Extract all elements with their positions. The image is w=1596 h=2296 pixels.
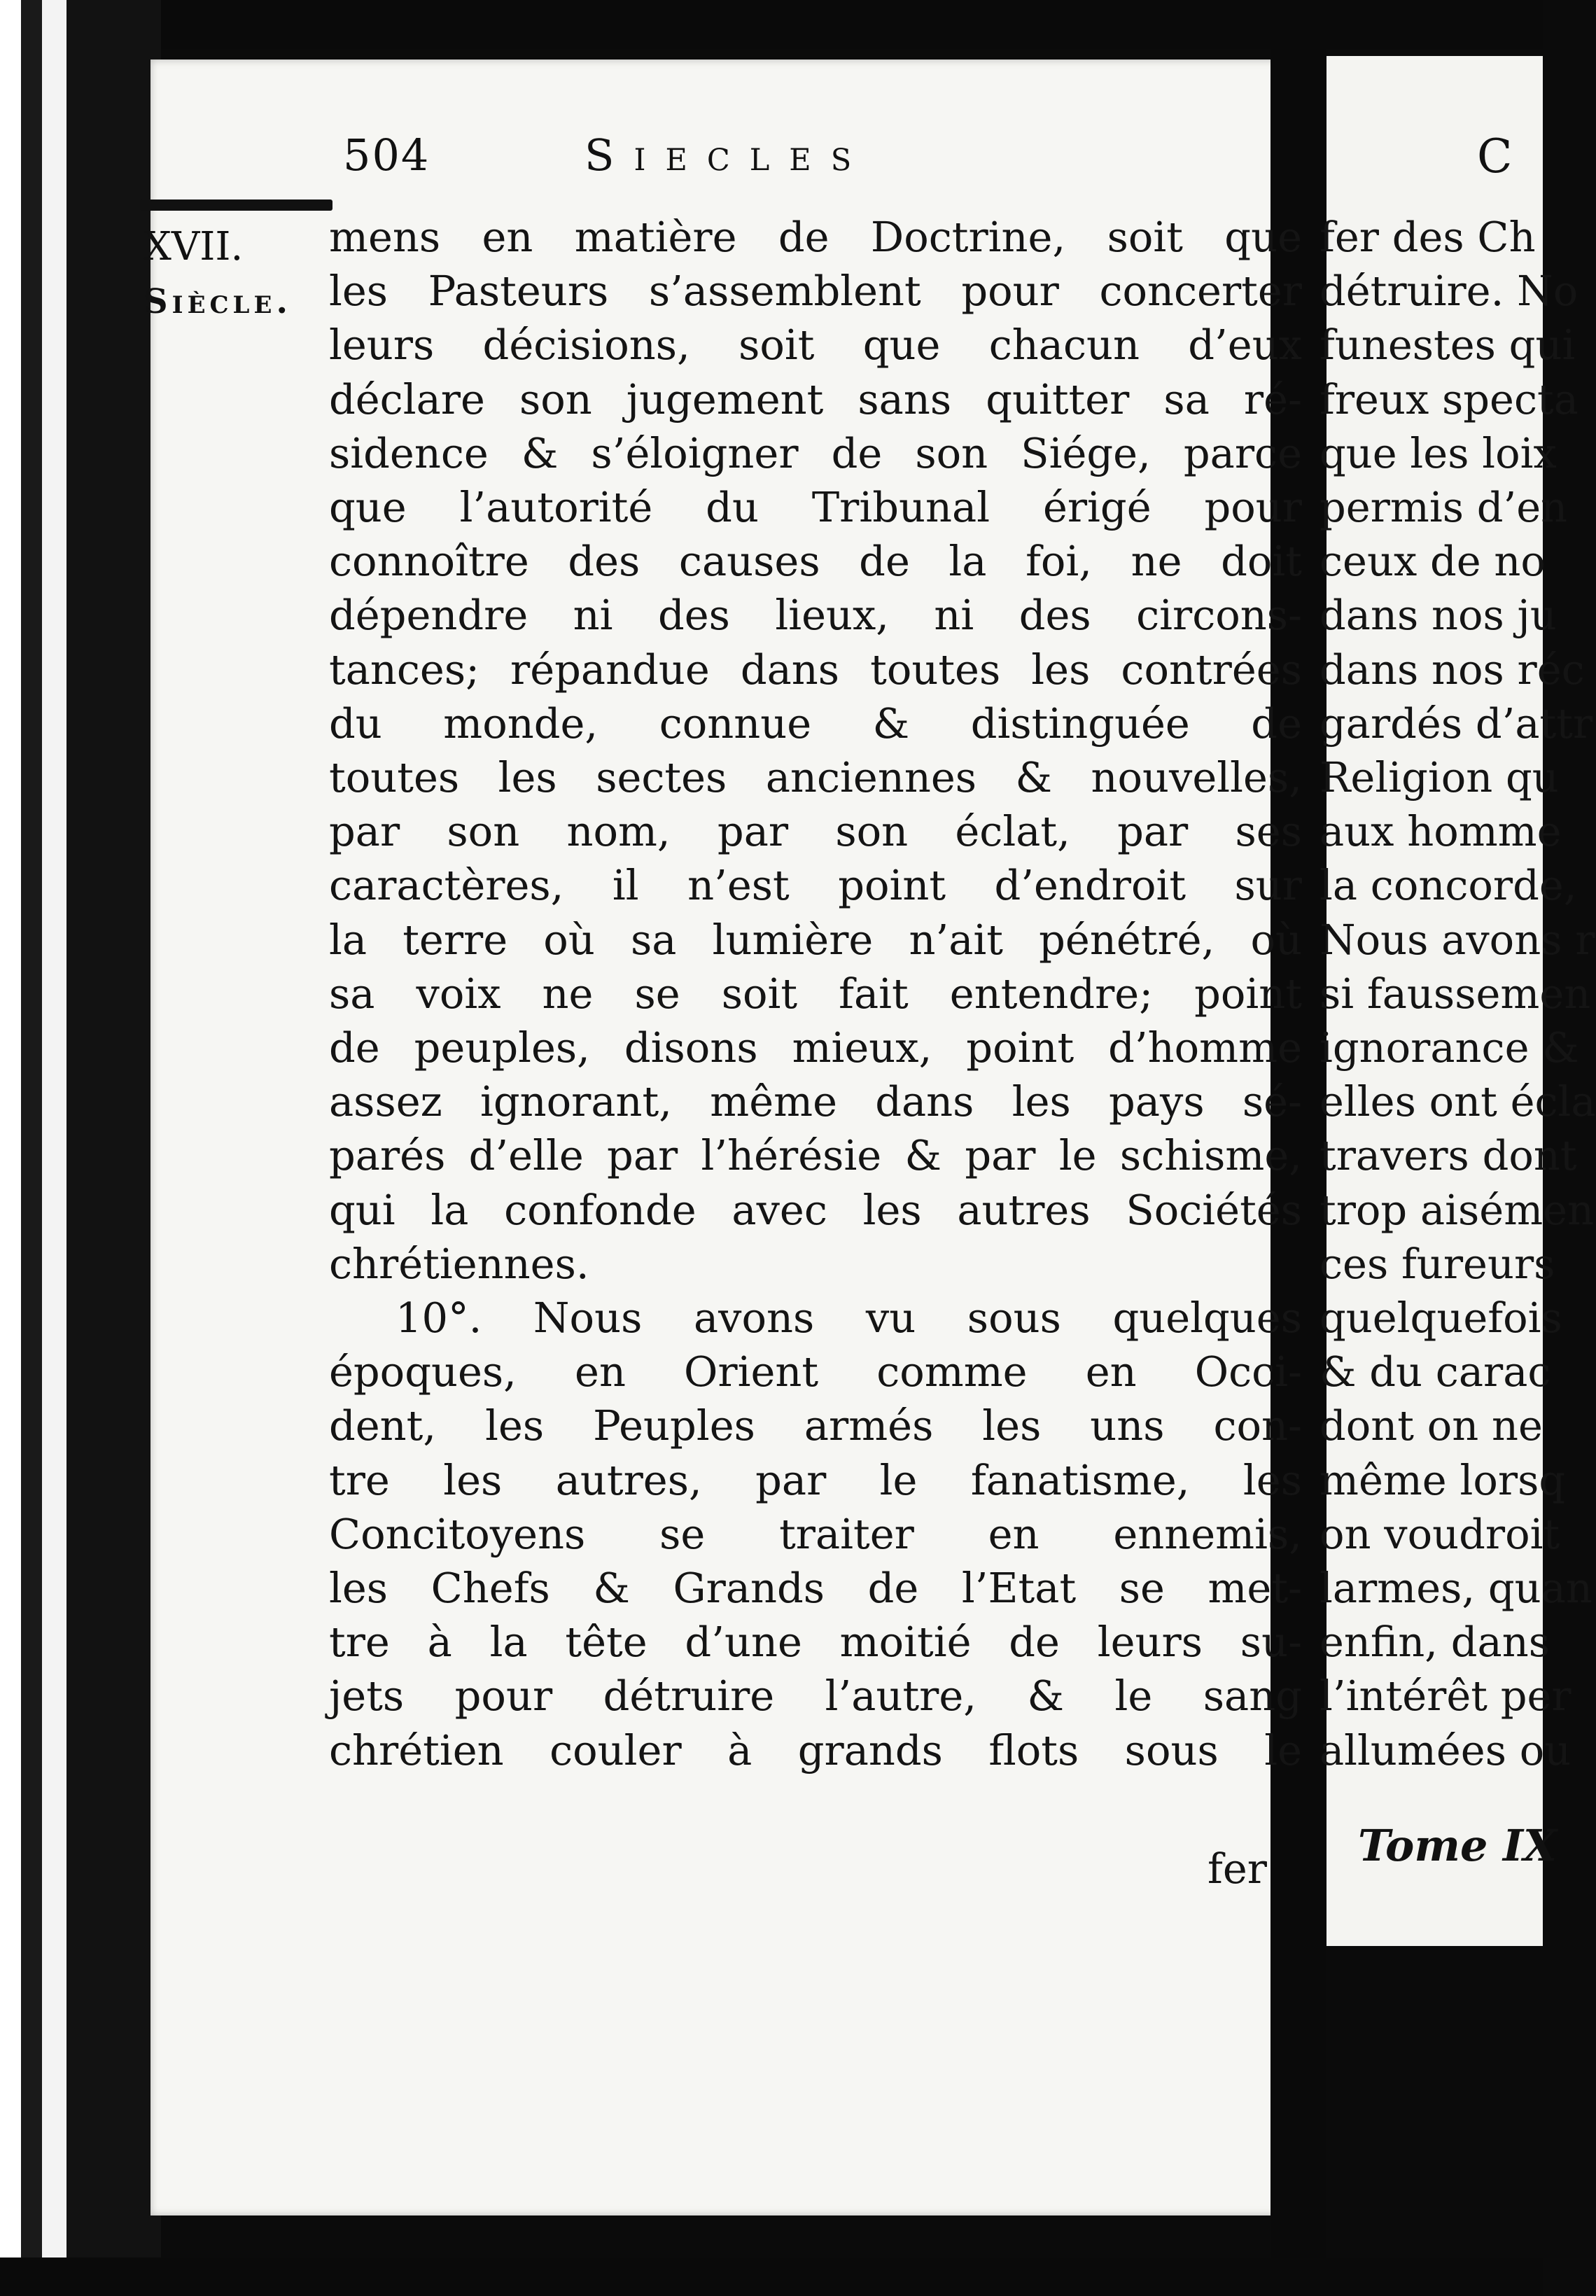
right-text-line: dont on ne (1320, 1401, 1543, 1450)
right-text-line: ces fureurs (1320, 1239, 1555, 1288)
text-line: connoître des causes de la foi, ne doit (329, 537, 1302, 586)
text-line: mens en matière de Doctrine, soit que (329, 213, 1302, 261)
text-line: dépendre ni des lieux, ni des circons- (329, 591, 1302, 640)
text-line: de peuples, disons mieux, point d’homme (329, 1023, 1302, 1072)
signature-mark: Tome IX (1358, 1820, 1558, 1871)
text-line: chrétien couler à grands flots sous le (329, 1726, 1302, 1774)
text-line: déclare son jugement sans quitter sa ré- (329, 374, 1302, 424)
running-head: Siecles (584, 130, 872, 181)
text-line: sidence & s’éloigner de son Siége, parce (329, 428, 1302, 477)
right-text-line: funestes qui (1320, 321, 1576, 370)
page-number: 504 (343, 130, 430, 181)
right-page-header: C (1477, 130, 1513, 183)
right-text-line: Nous avons r (1320, 915, 1595, 964)
text-line: jets pour détruire l’autre, & le sang (329, 1672, 1302, 1721)
right-text-line: travers dont (1320, 1131, 1577, 1180)
text-line: époques, en Orient comme en Occi- (329, 1348, 1302, 1396)
text-line: caractères, il n’est point d’endroit sur (329, 861, 1302, 910)
catchword: fer (1208, 1844, 1267, 1893)
body-text (329, 210, 1302, 1777)
text-line: dent, les Peuples armés les uns con- (329, 1401, 1302, 1450)
right-text-line: allumées ou (1320, 1726, 1572, 1774)
right-text-line: détruire. No (1320, 267, 1578, 316)
right-page-text (1320, 210, 1596, 1777)
right-text-line: aux homme (1320, 807, 1562, 856)
scan-bottom-border (0, 2258, 1543, 2296)
right-text-line: larmes, quan (1320, 1564, 1592, 1613)
right-text-line: permis d’en (1320, 483, 1568, 532)
book-edge-left (0, 0, 161, 2296)
right-text-line: même lorsq (1320, 1455, 1566, 1504)
right-text-line: Religion qu (1320, 753, 1559, 802)
text-line: que l’autorité du Tribunal érigé pour (329, 483, 1302, 532)
right-text-line: fer des Ch (1320, 213, 1536, 261)
margin-note-number: XVII. (144, 224, 244, 270)
text-line: leurs décisions, soit que chacun d’eux (329, 321, 1302, 370)
right-text-line: dans nos réc (1320, 645, 1585, 694)
right-text-line: que les loix (1320, 428, 1557, 477)
right-text-line: on voudroit (1320, 1509, 1560, 1558)
right-text-line: dans nos ju (1320, 591, 1557, 640)
text-line: tre à la tête d’une moitié de leurs su- (329, 1618, 1302, 1667)
text-line: tances; répandue dans toutes les contrées (329, 645, 1302, 694)
text-line: 10°. Nous avons vu sous quelques (396, 1294, 1302, 1343)
text-line: les Chefs & Grands de l’Etat se met- (329, 1564, 1302, 1613)
page-header (343, 130, 1309, 206)
margin-rule (140, 200, 332, 211)
text-line: chrétiennes. (329, 1239, 589, 1288)
right-text-line: l’intérêt per (1320, 1672, 1572, 1721)
right-text-line: & du carac (1320, 1348, 1551, 1396)
right-text-line: enfin, dans (1320, 1618, 1550, 1667)
right-text-line: si faussemen (1320, 969, 1591, 1018)
right-text-line: la concorde, (1320, 861, 1577, 910)
text-line: toutes les sectes anciennes & nouvelles, (329, 753, 1302, 802)
text-line: sa voix ne se soit fait entendre; point (329, 969, 1302, 1018)
text-line: la terre où sa lumière n’ait pénétré, où (329, 915, 1302, 964)
text-line: assez ignorant, même dans les pays sé- (329, 1077, 1302, 1126)
right-text-line: freux specta (1320, 374, 1578, 424)
text-line: parés d’elle par l’hérésie & par le schisme, (329, 1131, 1302, 1180)
right-text-line: gardés d’attr (1320, 699, 1593, 748)
text-line: du monde, connue & distinguée de (329, 699, 1302, 748)
text-line: par son nom, par son éclat, par ses (329, 807, 1302, 856)
right-text-line: ignorance & (1320, 1023, 1579, 1072)
right-text-line: ceux de no (1320, 537, 1546, 586)
text-line: tre les autres, par le fanatisme, les (329, 1455, 1302, 1504)
right-text-line: quelquefois (1320, 1294, 1562, 1343)
text-line: qui la confonde avec les autres Sociétés (329, 1185, 1302, 1234)
right-text-line: trop aisémen (1320, 1185, 1595, 1234)
text-line: les Pasteurs s’assemblent pour concerter (329, 267, 1302, 316)
margin-note-label: Siècle. (144, 282, 293, 321)
right-text-line: elles ont écla (1320, 1077, 1596, 1126)
text-line: Concitoyens se traiter en ennemis, (329, 1509, 1302, 1558)
margin-note (144, 224, 326, 321)
